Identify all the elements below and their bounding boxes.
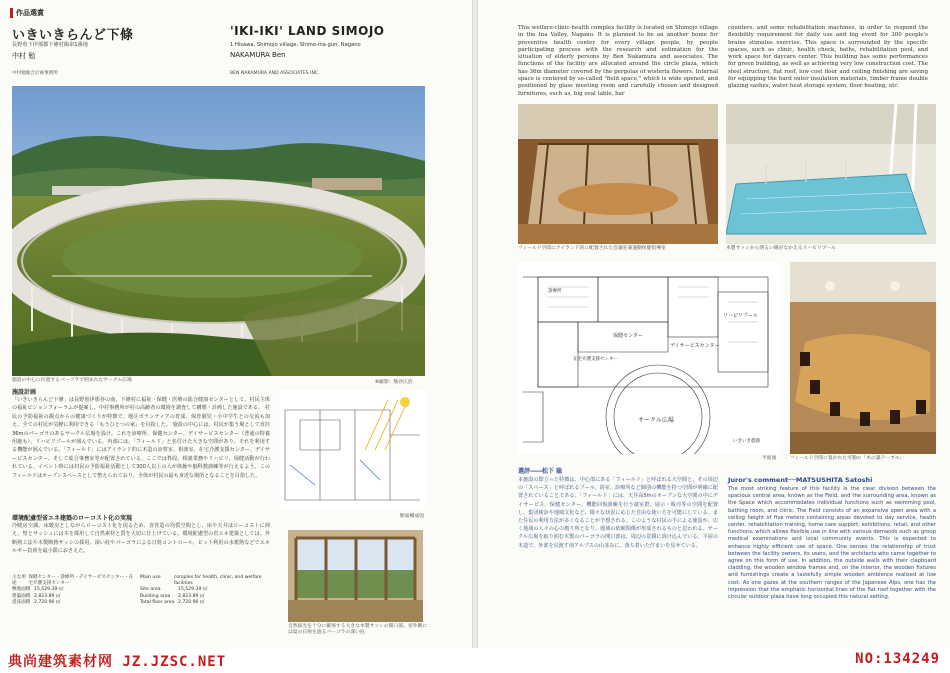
left-page [0,0,472,648]
body-low-cost: 冷暖房空調、床暖房としながらローコスト化を図るため、直営造の均質空間とし、床や天井はローコストに抑え、壁とサッシュには木を採用して自然素材と質を大切に仕上げている。環境配慮型の省エネ建築としては、外断熱工法や木製断熱サッシの採用、深い庇やパーゴラによる日射コントロール、ピット利用の水蓄熱などでエネルギー負荷を最小限におさえた。 [12,523,270,555]
table-row: Building area 2,823.89 ㎡ [140,593,205,599]
table-row: 主な用途 保健センター・診療所・デイサービスセンター・在宅介護支援センター [12,575,134,587]
main-aerial-photo [12,86,425,376]
pool-photo [726,104,936,244]
meeting-room-caption: フィールド空間にアイランド的に配置された会議室兼運動保健指導室 [518,246,666,251]
table-row: 敷地面積 15,529.39 ㎡ [12,587,64,593]
english-description-col2: counters, and some rehabilitation machines, in order to respond the flexibility requirement for daily use and big event for 300 people's brains stimulus exercise. This space is surrounded by the specific spaces, such as clinic, health check, baths, rehabilitation pool, and work space for daycare center. This building has some performances for green building, as well as achieving very low construction cost. The steel structure, flat roof, low cost floor and ceiling finishing are saving for equipping the hard outer insulation materials, timber frame double glazing sashes, water heat storage system, floor heating, etc. [728,25,928,90]
english-office: BEN NAKAMURA AND ASSOCIATES INC. [230,71,320,76]
plan-label-day-service: デイサービスセンター [670,343,720,349]
plan-label-clinic: 診療所 [548,289,562,294]
pool-caption: 木製サッシから明るい陽がなかえるリハビリプール [726,246,836,251]
table-row: Total floor area 2,720.96 ㎡ [140,599,205,605]
japanese-title: いきいきらんど下條 [12,28,134,43]
section-drawing [280,390,425,510]
plan-label-home-care: 在宅介護支援センター [573,357,618,362]
heading-facility-plan: 施設計画 [12,389,37,396]
oval-table-caption: フィールド空間に置かれた可動の「木の葉テーブル」 [790,456,905,461]
selection-text: 本施設の際立った特徴は、中心部にある「フィールド」と呼ばれる大空間と、その周辺の「スペース」と呼ばれるプール、浴室、診療所など個別の機能を持つ空間が明確に配置されていることである。「フィールド」には、天井高5mのオープンな大空間の中にデイサービス、保健センター、機能回復訓練を行う諸室群、展示・販売等の空間を配置し、集団検診や地域文化など、様々な状況に応じた自由な使い方を可能にしている。また住民の利用方法が多くなることが予想される。このような村民の手による施設が、広く地域の人々の心の拠り所となり、地域の依頼関係が形成されるものと思われる。サークル広場を取り囲む木製のパーゴラの開口部は、周辺の景観に溶け込んでいる。平屋の木造で、外部を見渡す南アルプスの山並みに、落ち着いた佇まいを見せている。 [518,477,718,549]
floor-plan-caption: 平面図 [762,456,777,461]
english-address: 1 Hisawa, Shimojo village, Shimo-ina gun, Nagano [230,42,361,48]
body-facility-plan: 「いきいきらんど下條」は長野県伊那谷の南、下條村に福祉・保健・医療の総合健康センターとして、村民主体の福祉ビジョンフォーラムが提案し、中村事務所が村の高齢者の環境を調査して構想・計画した施設である。 村民の予防福祉の観点からの健康づくりが特徴で、地区ボランティアの育成、保育園児・小中学生との交流も加え、全ての村民が気軽に利用できる「もうひとつの家」を目指した。 施設の中心には、村民が集う場として直径36mのパーゴラのあるサークル広場を設け、これを診療所、保健センター、デイサービスセンター（普通の特養用施も）、リハビリプールが囲んでいる。内部には、「フィールド」と名付けた大きな空間があり、それを利用する機能が囲んでいる。「フィールド」にはアイランド的に木造の診察室、相談室、在宅介護支援センター、デイサービスセンター、そして総合事務室等が配置されている。ここでは脊段、相談業務やリハビリ、保健活動が行われている。イベント時には村民の予防福祉活動として300人以上の人が体操や脳科教訓練等が行えるよう、このフィールドはオープンスペースとして整えられており、全体が村民の最も身近な場所となることを目指した。 [12,397,270,479]
oval-table-photo [790,262,936,454]
watermark-site: 典尚建筑素材网 JZ.JZSC.NET [8,654,227,670]
watermark-number: NO:134249 [855,651,940,667]
photo-credit: ※撮影：熊谷広治 [375,380,413,385]
english-description-col1: This welfare-clinic-health complex facility is located on Shimojo village in the Ina Valley, Nagano. It is planned to be an another home for preventive health center for every village people, by people participating process with the research and estimation for the situation of elderly persons by Ben Nakamura and associates. The functions of the facility are allocated around the circle plaza, which has 36m diameter covered by the pergolas of wisteria flowers. Internal space is centered by so-called "field space," which is wide opened, and positioned by glass meeting room and carefully chosen and designed furnitures, such as, big oval table, bar [518,25,718,97]
juror-comment-text: The most striking feature of this facility is the clear division between the spacious central area, known as the Field, and the surrounding area, known as the Space which accommodates individual functions such as swimming pool, bathing room, and clinic. The Field consists of an expansive open area with a ceiling height of five meters containing areas devoted to day service, health center, rehabilitation training, home care support, exhibitions, retail, and other functions, which allows flexible use in line with various demands such as group medical examinations and local community events. This is expected to enhance highly efficient use of space. One senses the relationship of trust between the facility owners, its users, and the architects who came together to agree on this form of use. In addition, the outside walls with their clapboard cladding, the wooden window frames and, on the interior, the wooden fixtures and furnishings create a tastefully simple wooden ambience realized at low cost. As one gazes at the southern ranges of the Japanese Alps, one has the impression that the emphatic horizontal lines of the flat roof together with the circular outdoor plaza have long occupied this natural setting. [728,486,936,601]
section-caption: 断面構成図 [400,514,424,519]
juror-heading: Juror's comment──MATSUSHITA Satoshi [728,476,873,484]
table-row: 建築面積 2,823.89 ㎡ [12,593,61,599]
japanese-address: 長野県下伊那郡下條村陽皐1番地 [12,42,88,48]
table-row: 延床面積 2,720.96 ㎡ [12,599,61,605]
window-interior-photo [288,530,423,622]
plan-label-garden: いきいき農園 [733,439,760,444]
english-architect: NAKAMURA Ben [230,51,286,59]
section-tag: 作品選賞 [10,8,44,18]
meeting-room-photo [518,104,718,244]
english-title: 'IKI-IKI' LAND SIMOJO [230,24,385,38]
plan-label-health-center: 保健センター [613,333,643,339]
selection-heading: 選評――松下 聡 [518,468,563,475]
window-photo-caption: 自然採光を十分に確保する大きな木製サッシの開口部。室外側には夏の日射を遮るパーゴラの深い庇 [288,624,428,635]
table-row: Site area 15,529.39 ㎡ [140,587,208,593]
main-photo-caption: 施設の中心に位置するパーゴラで囲まれたサークル広場 [12,378,132,383]
floor-plan [518,262,780,454]
heading-low-cost: 環境配慮型省エネ建築のローコスト化の実現 [12,515,133,522]
right-page [478,0,950,648]
plan-label-rehab-pool: リハビリプール [723,313,758,319]
plan-label-circle-plaza: サークル広場 [638,417,674,424]
japanese-architect: 中村 勉 [12,52,36,60]
table-row: Main use complex for health, clinic, and welfare facilities [140,575,262,587]
watermark-footer [0,648,950,673]
data-table-japanese [12,575,137,606]
japanese-office: 中村勉総合計画事務所 [12,71,58,76]
data-table-english [140,575,270,606]
